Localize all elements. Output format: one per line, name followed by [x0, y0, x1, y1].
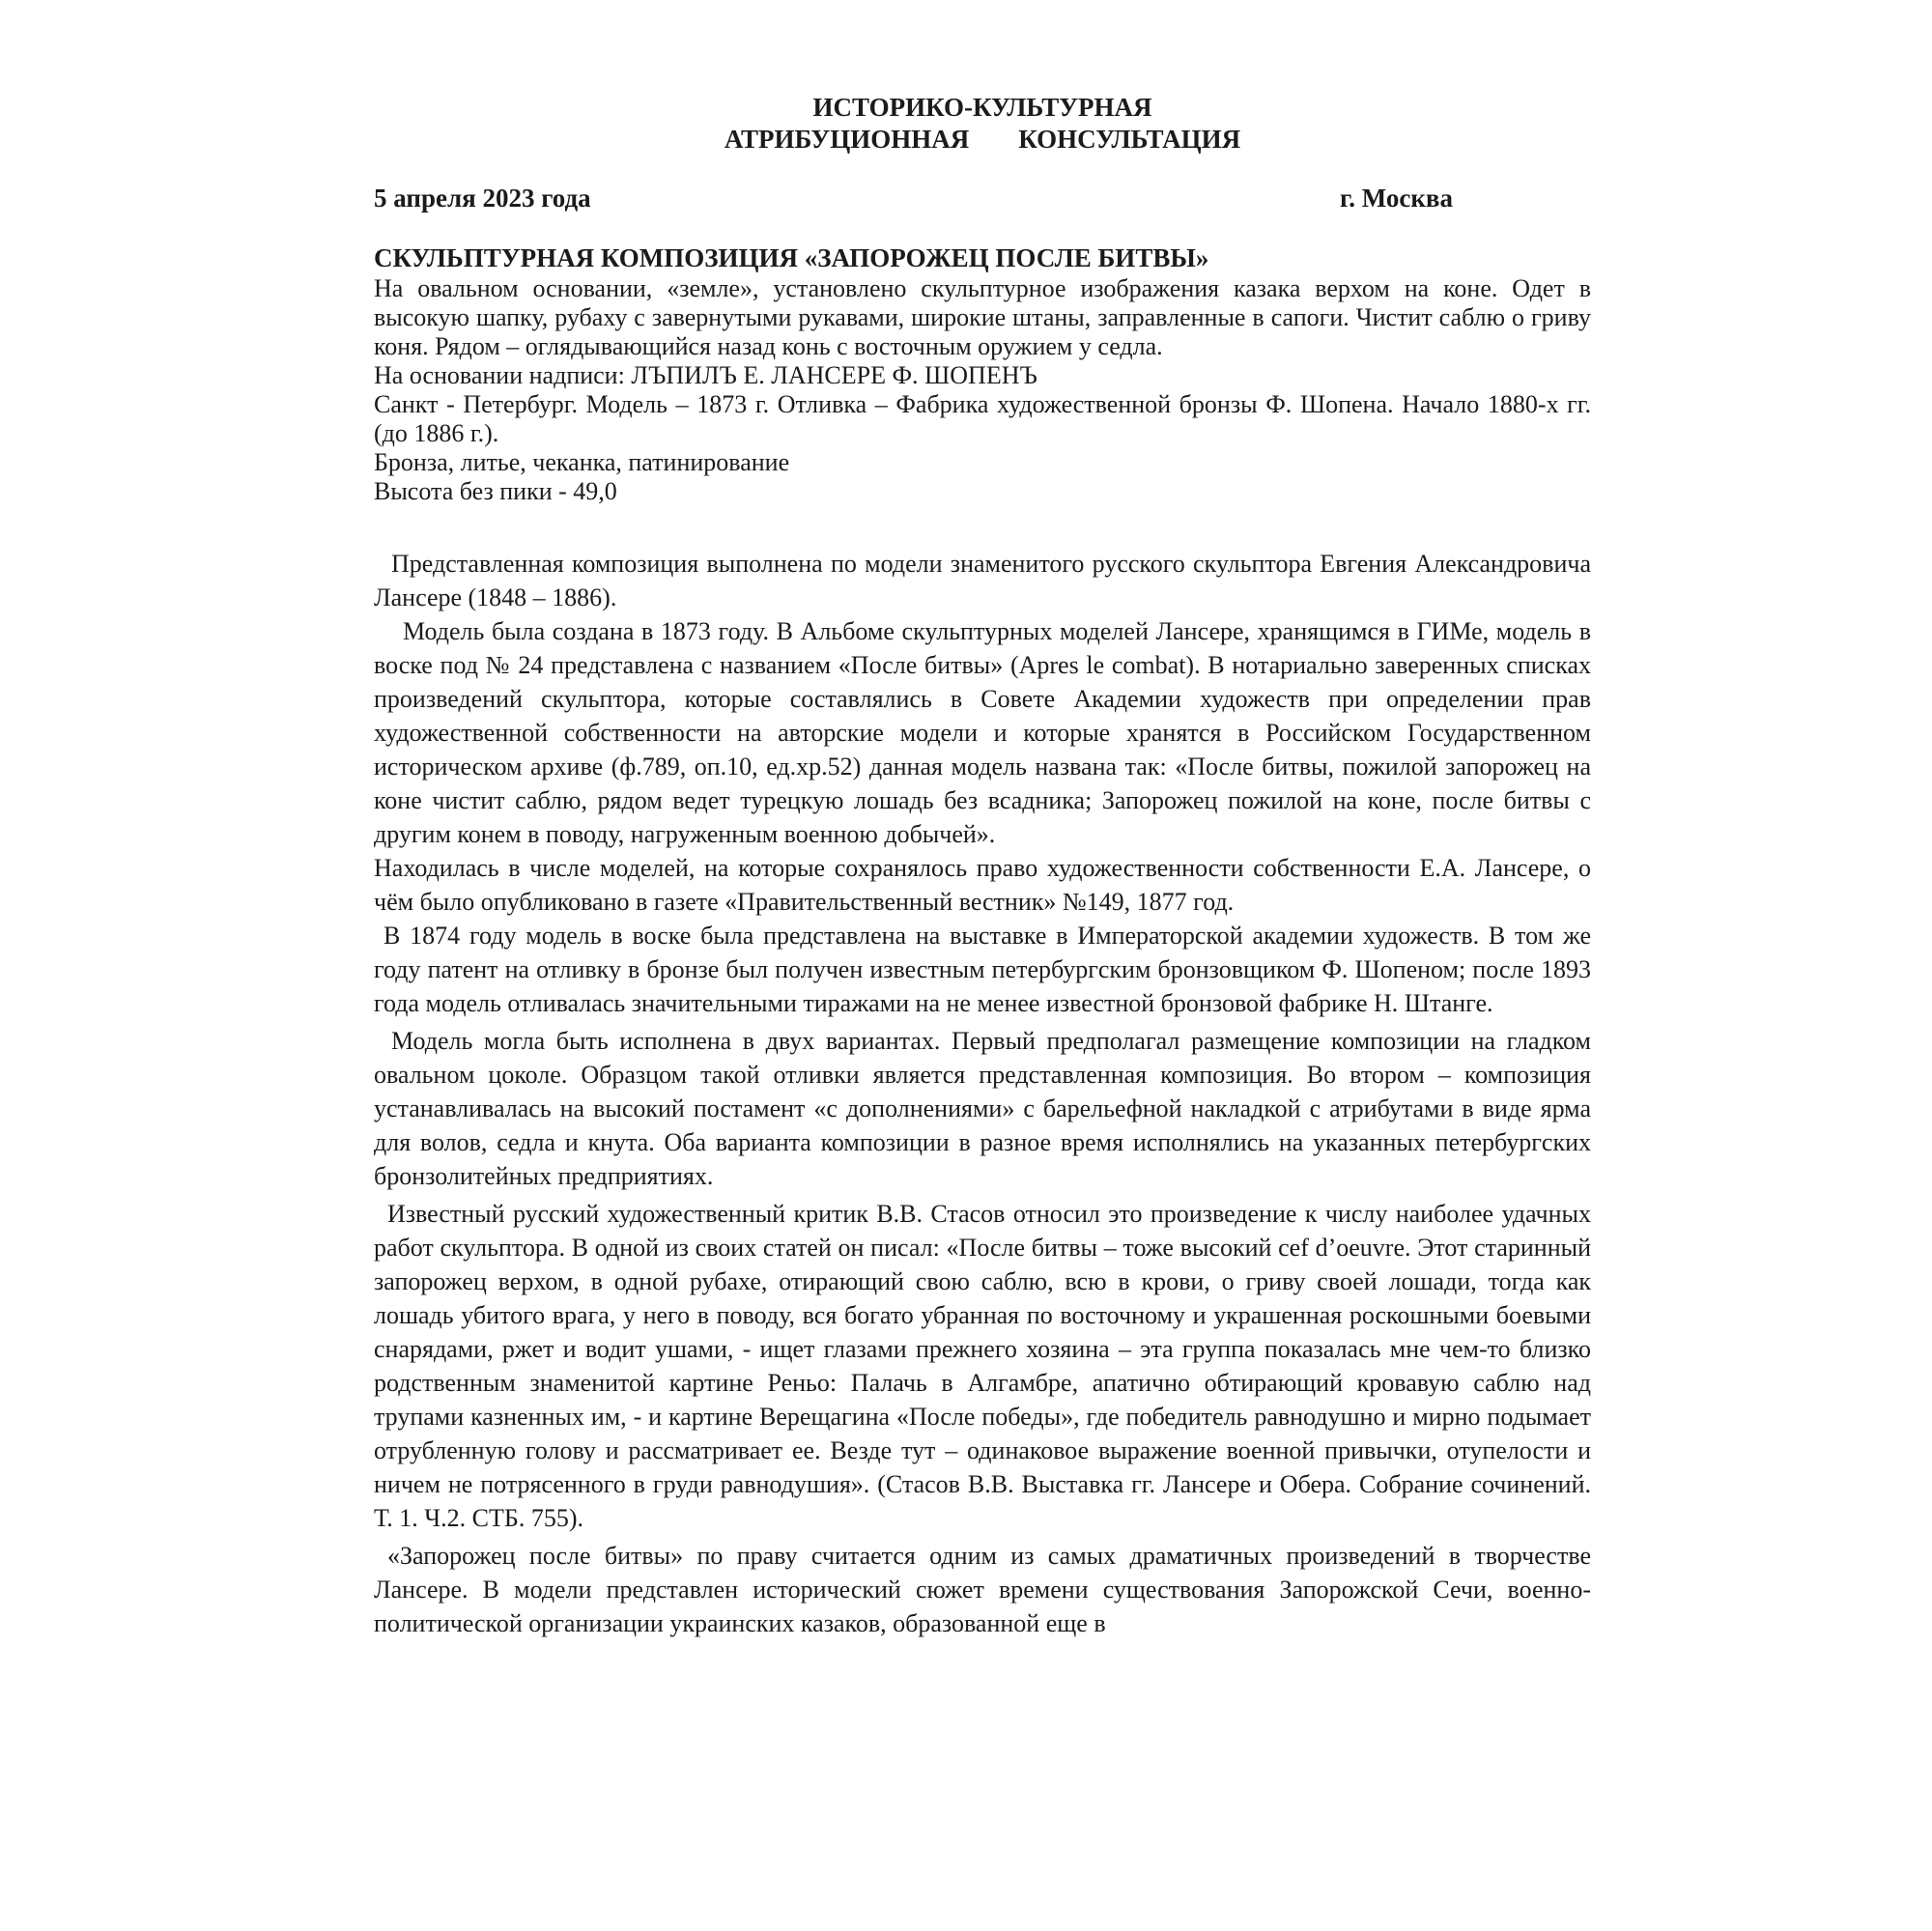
subject-origin: Санкт - Петербург. Модель – 1873 г. Отливка – Фабрика художественной бронзы Ф. Шопена. Начало 1880-х гг. (до 1886 г.). [374, 390, 1591, 447]
document-date: 5 апреля 2023 года [374, 184, 591, 213]
paragraph-1: Представленная композиция выполнена по модели знаменитого русского скульптора Евгения Александровича Лансере (1848 – 1886). [374, 550, 1591, 611]
title-line-2: АТРИБУЦИОННАЯ КОНСУЛЬТАЦИЯ [724, 125, 1241, 154]
title-line-1: ИСТОРИКО-КУЛЬТУРНАЯ [812, 93, 1152, 122]
paragraph-7: «Запорожец после битвы» по праву считается одним из самых драматичных произведений в творчестве Лансере. В модели представлен исторический сюжет времени существования Запорожской Сечи, военно-политической организации украинских казаков, образованной еще в [374, 1542, 1591, 1637]
paragraph-5: Модель могла быть исполнена в двух вариантах. Первый предполагал размещение композиции на гладком овальном цоколе. Образцом такой отливки является представленная композиция. Во втором – композиция устанавливалась на высокий постамент «с дополнениями» с барельефной накладкой с атрибутами в виде ярма для волов, седла и кнута. Оба варианта композиции в разное время исполнялись на указанных петербургских бронзолитейных предприятиях. [374, 1027, 1591, 1190]
paragraph-4: В 1874 году модель в воске была представлена на выставке в Императорской академии художеств. В том же году патент на отливку в бронзе был получен известным петербургским бронзовщиком Ф. Шопеном; после 1893 года модель отливалась значительными тиражами на не менее известной бронзовой фабрике Н. Штанге. [374, 922, 1591, 1017]
section-spacer [374, 506, 1591, 547]
paragraph-2: Модель была создана в 1873 году. В Альбоме скульптурных моделей Лансере, хранящимся в ГИМе, модель в воске под № 24 представлена с названием «После битвы» (Apres le combat). В нотариально заверенных списках произведений скульптора, которые составлялись в Совете Академии художеств при определении прав художественной собственности на авторские модели и которые хранятся в Российском Государственном историческом архиве (ф.789, оп.10, ед.хр.52) данная модель названа так: «После битвы, пожилой запорожец на коне чистит саблю, рядом ведет турецкую лошадь без всадника; Запорожец пожилой на коне, после битвы с другим конем в поводу, нагруженным военною добычей». [374, 617, 1591, 848]
paragraph-3: Находилась в числе моделей, на которые сохранялось право художественности собственности Е.А. Лансере, о чём было опубликовано в газете «Правительственный вестник» №149, 1877 год. [374, 854, 1591, 916]
document-page [374, 92, 1591, 1640]
subject-height: Высота без пики - 49,0 [374, 477, 617, 505]
document-title [374, 92, 1591, 156]
dateline [374, 183, 1591, 214]
subject-material: Бронза, литье, чеканка, патинирование [374, 448, 790, 476]
subject-description: На овальном основании, «земле», установлено скульптурное изображения казака верхом на коне. Одет в высокую шапку, рубаху с завернутыми рукавами, широкие штаны, заправленные в сапоги. Чистит саблю о гриву коня. Рядом – оглядывающийся назад конь с восточным оружием у седла. [374, 274, 1591, 360]
subject-heading: СКУЛЬПТУРНАЯ КОМПОЗИЦИЯ «ЗАПОРОЖЕЦ ПОСЛЕ БИТВЫ» [374, 243, 1209, 272]
document-city: г. Москва [1340, 184, 1453, 213]
subject-inscription: На основании надписи: ЛЪПИЛЪ Е. ЛАНСЕРЕ Ф. ШОПЕНЪ [374, 361, 1037, 389]
paragraph-6: Известный русский художественный критик В.В. Стасов относил это произведение к числу наиболее удачных работ скульптора. В одной из своих статей он писал: «После битвы – тоже высокий cef d’oeuvre. Этот старинный запорожец верхом, в одной рубахе, отирающий свою саблю, всю в крови, о гриву своей лошади, тогда как лошадь убитого врага, у него в поводу, вся богато убранная по восточному и украшенная роскошными боевыми снарядами, ржет и водит ушами, - ищет глазами прежнего хозяина – эта группа показалась мне чем-то близко родственным знаменитой картине Реньо: Палачь в Алгамбре, апатично обтирающий кровавую саблю над трупами казненных им, - и картине Верещагина «После победы», где победитель равнодушно и мирно подымает отрубленную голову и рассматривает ее. Везде тут – одинаковое выражение военной привычки, отупелости и ничем не потрясенного в груди равнодушия». (Стасов В.В. Выставка гг. Лансере и Обера. Собрание сочинений. Т. 1. Ч.2. СТБ. 755). [374, 1200, 1591, 1532]
